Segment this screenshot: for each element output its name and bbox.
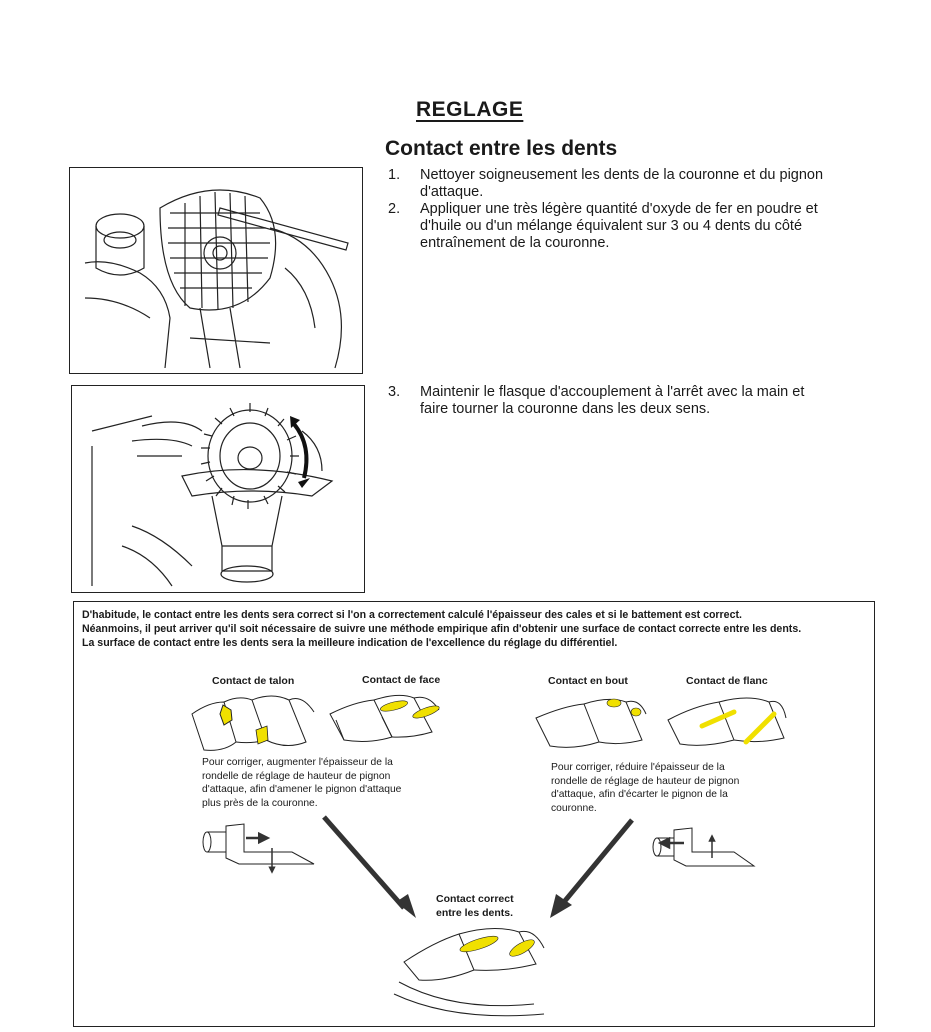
teeth-talon (192, 696, 314, 750)
label-line: entre les dents. (436, 907, 514, 919)
note-line: Néanmoins, il peut arriver qu'il soit nécessaire de suivre une méthode empirique afin d'obtenir une surface de contact correcte entre les dents. (82, 623, 802, 635)
step-number: 3. (388, 384, 401, 400)
step-line: Appliquer une très légère quantité d'oxyde de fer en poudre et (420, 201, 818, 217)
label-contact-bout: Contact en bout (548, 675, 628, 687)
step-line: d'attaque. (420, 184, 484, 200)
figure-rotate-ring-gear (71, 385, 365, 593)
step-3 (388, 384, 888, 418)
step-line: d'huile ou d'un mélange équivalent sur 3 ou 4 dents du côté (420, 218, 803, 234)
pinion-diagram-left (203, 824, 314, 864)
contact-mark-bout (607, 699, 621, 707)
correction-line: Pour corriger, réduire l'épaisseur de la (551, 762, 725, 773)
contact-mark-face-2 (411, 703, 440, 720)
step-1 (388, 167, 888, 201)
step-line: faire tourner la couronne dans les deux sens. (420, 401, 711, 417)
label-contact-talon: Contact de talon (212, 675, 295, 687)
correction-line: rondelle de réglage de hauteur de pignon (202, 770, 391, 782)
label-contact-flanc: Contact de flanc (686, 675, 768, 687)
contact-pattern-diagrams (74, 602, 874, 1026)
label-contact-face: Contact de face (362, 674, 441, 686)
contact-mark-face (379, 699, 408, 714)
teeth-face (330, 695, 439, 741)
label-line: Contact correct (436, 893, 514, 905)
figure-clean-teeth (69, 167, 363, 374)
section-title: Contact entre les dents (385, 137, 618, 160)
arrow-left-to-correct (324, 817, 404, 908)
note-line: La surface de contact entre les dents sera la meilleure indication de l'excellence du réglage du différentiel. (82, 637, 618, 649)
arrow-right-to-correct (564, 820, 632, 902)
contact-mark-correct (458, 933, 499, 955)
contact-mark-flanc (702, 712, 734, 726)
step-number: 2. (388, 201, 401, 217)
correction-line: d'attaque, afin d'écarter le pignon de la (551, 789, 728, 800)
teeth-bout (536, 699, 646, 747)
contact-mark-flanc-2 (746, 714, 774, 742)
step-line: entraînement de la couronne. (420, 235, 610, 251)
step-line: Maintenir le flasque d'accouplement à l'arrêt avec la main et (420, 384, 805, 400)
contact-mark-talon-2 (256, 726, 268, 744)
contact-pattern-panel (73, 601, 875, 1027)
correction-line: d'attaque, afin d'amener le pignon d'attaque (202, 784, 402, 795)
step-2 (388, 201, 888, 253)
note-line: D'habitude, le contact entre les dents sera correct si l'on a correctement calculé l'épaisseur des cales et si le battement est correct. (82, 609, 742, 621)
correction-line: plus près de la couronne. (202, 797, 318, 809)
ring-gear-rotation-illustration (72, 386, 364, 592)
teeth-correct (394, 928, 544, 1015)
step-line: Nettoyer soigneusement les dents de la couronne et du pignon (420, 167, 824, 183)
correction-line: Pour corriger, augmenter l'épaisseur de la (202, 757, 393, 768)
correction-line: couronne. (551, 802, 597, 814)
pinion-diagram-right (653, 828, 754, 866)
step-number: 1. (388, 167, 401, 183)
gear-cleaning-illustration (70, 168, 362, 373)
page-title: REGLAGE (416, 98, 524, 121)
contact-mark-bout-2 (631, 708, 641, 716)
correction-line: rondelle de réglage de hauteur de pignon (551, 775, 740, 787)
